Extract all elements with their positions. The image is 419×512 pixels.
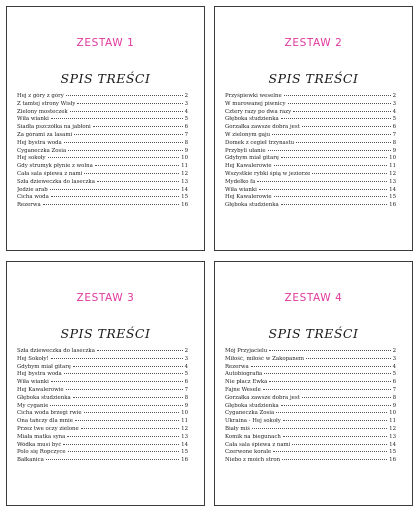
- toc-leader-dots: [284, 95, 391, 96]
- toc-entry-title: Ukraina - Hej sokoły: [225, 418, 281, 425]
- toc-page-number: 6: [392, 124, 396, 131]
- toc-entry-title: Cicha woda: [17, 194, 49, 201]
- toc-entry: [17, 418, 188, 426]
- toc-entry: [17, 371, 188, 379]
- toc-entry: [225, 434, 396, 442]
- toc-entry: [225, 93, 396, 101]
- toc-leader-dots: [81, 428, 179, 429]
- toc-entry-title: Miała matka syna: [17, 433, 66, 440]
- toc-entry: [17, 132, 188, 140]
- toc-entry: [17, 348, 188, 356]
- toc-leader-dots: [293, 111, 390, 112]
- toc-entry-title: Ona tańczy dla mnie: [17, 418, 73, 425]
- toc-entry: [225, 395, 396, 403]
- toc-page-number: 4: [392, 108, 396, 115]
- toc-entry: [225, 140, 396, 148]
- toc-entry-title: Gorzałka zawsze dobra jest: [225, 394, 300, 401]
- toc-list: [17, 93, 188, 210]
- toc-page-number: 10: [389, 410, 396, 417]
- toc-entry: [225, 194, 396, 202]
- toc-entry-title: Zielony mosteczek: [17, 108, 68, 115]
- toc-leader-dots: [288, 103, 391, 104]
- toc-leader-dots: [282, 459, 387, 460]
- toc-entry: [17, 403, 188, 411]
- toc-entry-title: Gdy strumyk płynie z wolna: [17, 163, 93, 170]
- toc-leader-dots: [73, 397, 183, 398]
- page-zestaw-1: [6, 6, 205, 251]
- toc-page-number: 11: [389, 418, 396, 425]
- toc-entry-title: Gorzałka zawsze dobra jest: [225, 124, 300, 131]
- toc-entry-title: Gdybym miał gitarę: [225, 155, 279, 162]
- toc-page-number: 16: [181, 202, 188, 209]
- toc-leader-dots: [50, 189, 179, 190]
- toc-entry: [17, 387, 188, 395]
- toc-leader-dots: [252, 428, 387, 429]
- toc-entry-title: Niebo z moich stron: [225, 457, 281, 464]
- toc-page-number: 13: [389, 433, 396, 440]
- toc-page-number: 7: [392, 131, 396, 138]
- toc-leader-dots: [46, 459, 179, 460]
- toc-entry: [225, 449, 396, 457]
- toc-heading: SPIS TREŚCI: [268, 326, 359, 341]
- toc-leader-dots: [281, 157, 387, 158]
- toc-leader-dots: [84, 412, 180, 413]
- toc-leader-dots: [306, 358, 391, 359]
- toc-entry-title: Wiła wianki: [17, 116, 49, 123]
- toc-entry-title: Cała sala śpiewa z nami: [225, 441, 291, 448]
- toc-entry-title: Jedzie arab: [17, 186, 48, 193]
- toc-entry: [225, 109, 396, 117]
- toc-entry: [17, 364, 188, 372]
- toc-page-number: 3: [184, 355, 188, 362]
- page-zestaw-4: [214, 261, 413, 506]
- toc-leader-dots: [272, 134, 390, 135]
- toc-leader-dots: [274, 165, 388, 166]
- toc-page-number: 14: [181, 186, 188, 193]
- set-title: ZESTAW 1: [76, 37, 135, 49]
- toc-entry-title: Komik na biegunach: [225, 433, 281, 440]
- toc-leader-dots: [251, 366, 391, 367]
- toc-page-number: 15: [181, 194, 188, 201]
- toc-entry-title: Hej bystra woda: [17, 371, 62, 378]
- toc-entry: [17, 457, 188, 465]
- toc-leader-dots: [95, 165, 179, 166]
- toc-leader-dots: [43, 204, 179, 205]
- toc-page-number: 14: [389, 441, 396, 448]
- toc-page-number: 15: [389, 194, 396, 201]
- toc-list: [225, 93, 396, 210]
- toc-entry: [17, 410, 188, 418]
- toc-leader-dots: [283, 420, 387, 421]
- toc-leader-dots: [51, 381, 183, 382]
- toc-entry: [225, 403, 396, 411]
- toc-entry-title: Szła dzieweczka do laseczka: [17, 348, 95, 354]
- toc-entry-title: Przyśpiewki weselne: [225, 93, 282, 99]
- toc-leader-dots: [302, 126, 391, 127]
- toc-entry-title: Mój Przyjacielu: [225, 348, 268, 354]
- toc-entry-title: Głęboka studzienka: [225, 202, 279, 209]
- toc-entry: [225, 132, 396, 140]
- toc-leader-dots: [66, 389, 183, 390]
- toc-leader-dots: [302, 397, 391, 398]
- toc-leader-dots: [268, 150, 391, 151]
- toc-leader-dots: [263, 389, 391, 390]
- toc-leader-dots: [73, 366, 183, 367]
- toc-page-number: 3: [392, 100, 396, 107]
- toc-entry: [225, 187, 396, 195]
- toc-entry-title: Czerwone korale: [225, 449, 272, 456]
- toc-entry-title: Cyganeczka Zosia: [17, 147, 67, 154]
- toc-entry: [17, 109, 188, 117]
- toc-entry-title: Hej z góry z góry: [17, 93, 64, 99]
- toc-heading: SPIS TREŚCI: [268, 71, 359, 86]
- toc-leader-dots: [66, 95, 183, 96]
- toc-entry-title: Wódka musi być: [17, 441, 62, 448]
- toc-page-number: 11: [181, 418, 188, 425]
- toc-list: [17, 348, 188, 465]
- toc-page-number: 5: [184, 371, 188, 378]
- toc-page-number: 14: [181, 441, 188, 448]
- toc-entry-title: Wszystkie rybki śpią w jeziorze: [225, 170, 311, 177]
- toc-entry: [17, 171, 188, 179]
- toc-page-number: 15: [389, 449, 396, 456]
- toc-entry: [17, 442, 188, 450]
- toc-entry-title: Hej Kawalerowie: [225, 163, 272, 170]
- toc-leader-dots: [259, 189, 387, 190]
- toc-page-number: 5: [392, 116, 396, 123]
- toc-leader-dots: [281, 204, 387, 205]
- toc-page-number: 9: [392, 147, 396, 154]
- toc-entry-title: W murowanej piwnicy: [225, 100, 286, 107]
- toc-entry-title: Głęboka studzienka: [225, 116, 279, 123]
- toc-entry-title: Głęboka studzienka: [225, 402, 279, 409]
- toc-entry-title: Przybyli ułanie: [225, 147, 266, 154]
- toc-entry-title: Fajne Wesele: [225, 386, 261, 393]
- toc-page-number: 12: [181, 425, 188, 432]
- toc-entry-title: Z tamtej strony Wisły: [17, 100, 76, 107]
- toc-page-number: 6: [184, 379, 188, 386]
- toc-entry: [17, 202, 188, 210]
- toc-entry: [225, 179, 396, 187]
- toc-entry: [17, 356, 188, 364]
- toc-page-number: 9: [184, 147, 188, 154]
- toc-entry: [17, 163, 188, 171]
- toc-entry-title: Domek z cegieł trzynastu: [225, 139, 295, 146]
- toc-leader-dots: [281, 405, 391, 406]
- toc-entry: [225, 387, 396, 395]
- toc-entry-title: Wiła wianki: [17, 379, 49, 386]
- toc-page-number: 13: [181, 433, 188, 440]
- toc-heading: SPIS TREŚCI: [60, 71, 151, 86]
- toc-leader-dots: [276, 412, 387, 413]
- toc-entry-title: Hej bystra woda: [17, 139, 62, 146]
- toc-page-number: 12: [181, 170, 188, 177]
- toc-leader-dots: [312, 173, 387, 174]
- toc-entry: [225, 163, 396, 171]
- toc-entry: [17, 140, 188, 148]
- toc-list: [225, 348, 396, 465]
- toc-leader-dots: [296, 142, 390, 143]
- toc-entry: [225, 202, 396, 210]
- toc-entry-title: Szła dzieweczka do laseczka: [17, 178, 95, 185]
- toc-page-number: 4: [392, 363, 396, 370]
- toc-page-number: 5: [392, 371, 396, 378]
- toc-entry-title: Cicha woda brzegi rwie: [17, 410, 82, 417]
- toc-page-number: 12: [389, 425, 396, 432]
- toc-entry: [225, 124, 396, 132]
- toc-page-number: 6: [184, 124, 188, 131]
- toc-entry-title: Hej Kawalerowie: [17, 386, 64, 393]
- toc-page-number: 9: [184, 402, 188, 409]
- toc-page-number: 8: [184, 139, 188, 146]
- toc-entry-title: Hej Kawalerowie: [225, 194, 272, 201]
- toc-entry: [17, 116, 188, 124]
- toc-entry-title: Rezerwa: [17, 202, 41, 209]
- toc-page-number: 15: [181, 449, 188, 456]
- toc-entry: [225, 410, 396, 418]
- toc-page-number: 10: [181, 410, 188, 417]
- page-zestaw-3: [6, 261, 205, 506]
- toc-entry: [17, 155, 188, 163]
- toc-entry: [17, 379, 188, 387]
- toc-page-number: 13: [181, 178, 188, 185]
- toc-leader-dots: [283, 436, 387, 437]
- toc-entry-title: Polo się Ropczyce: [17, 449, 66, 456]
- toc-leader-dots: [48, 157, 180, 158]
- toc-page-number: 16: [389, 457, 396, 464]
- toc-entry: [17, 101, 188, 109]
- toc-page-number: 2: [184, 348, 188, 354]
- toc-entry: [225, 364, 396, 372]
- toc-leader-dots: [93, 126, 183, 127]
- toc-leader-dots: [97, 350, 183, 351]
- toc-page-number: 8: [392, 139, 396, 146]
- toc-entry-title: Gdybym miał gitarę: [17, 363, 71, 370]
- toc-entry: [17, 148, 188, 156]
- toc-entry-title: Miłość, miłość w Zakopanem: [225, 355, 305, 362]
- toc-entry: [225, 442, 396, 450]
- toc-leader-dots: [67, 436, 179, 437]
- toc-entry-title: Cztery razy po dwa razy: [225, 108, 292, 115]
- toc-leader-dots: [257, 181, 387, 182]
- toc-page-number: 16: [181, 457, 188, 464]
- toc-page-number: 5: [184, 116, 188, 123]
- toc-page-number: 2: [392, 348, 396, 354]
- toc-entry: [225, 101, 396, 109]
- toc-entry-title: My cyganie: [17, 402, 49, 409]
- toc-entry: [225, 356, 396, 364]
- toc-entry: [225, 148, 396, 156]
- toc-entry: [17, 93, 188, 101]
- toc-entry-title: Wiła wianki: [225, 186, 257, 193]
- toc-leader-dots: [269, 381, 390, 382]
- set-title: ZESTAW 3: [76, 292, 135, 304]
- page-zestaw-2: [214, 6, 413, 251]
- toc-entry-title: Siadła pszczółka na jabłoni: [17, 124, 91, 131]
- toc-entry-title: Głęboka studzienka: [17, 394, 71, 401]
- toc-page-number: 7: [184, 386, 188, 393]
- toc-entry: [17, 194, 188, 202]
- toc-leader-dots: [97, 181, 179, 182]
- toc-entry-title: Za górami za lasami: [17, 131, 73, 138]
- toc-entry-title: Autobiografia: [225, 371, 263, 378]
- toc-entry: [225, 426, 396, 434]
- toc-leader-dots: [68, 150, 182, 151]
- toc-leader-dots: [74, 134, 182, 135]
- toc-page-number: 2: [184, 93, 188, 99]
- toc-leader-dots: [51, 358, 183, 359]
- set-title: ZESTAW 2: [284, 37, 343, 49]
- toc-leader-dots: [75, 420, 179, 421]
- toc-entry-title: Hej sokoły: [17, 155, 46, 162]
- toc-leader-dots: [51, 118, 183, 119]
- toc-entry: [225, 457, 396, 465]
- toc-page-number: 13: [389, 178, 396, 185]
- toc-leader-dots: [50, 405, 182, 406]
- toc-entry: [225, 348, 396, 356]
- toc-page-number: 16: [389, 202, 396, 209]
- toc-leader-dots: [70, 111, 183, 112]
- toc-entry-title: Cała sala śpiewa z nami: [17, 170, 83, 177]
- toc-entry: [225, 155, 396, 163]
- toc-page-number: 7: [184, 131, 188, 138]
- toc-entry-title: Przez twe oczy zielone: [17, 425, 79, 432]
- toc-page-number: 14: [389, 186, 396, 193]
- toc-entry: [17, 124, 188, 132]
- toc-page-number: 2: [392, 93, 396, 99]
- toc-page-number: 10: [181, 155, 188, 162]
- toc-entry-title: Biały miś: [225, 425, 251, 432]
- toc-leader-dots: [68, 451, 180, 452]
- toc-entry: [225, 418, 396, 426]
- toc-page-number: 10: [389, 155, 396, 162]
- toc-entry: [17, 426, 188, 434]
- toc-page-number: 8: [184, 394, 188, 401]
- toc-entry-title: Rezerwa: [225, 363, 249, 370]
- toc-leader-dots: [281, 118, 391, 119]
- toc-leader-dots: [63, 444, 179, 445]
- toc-page-number: 9: [392, 402, 396, 409]
- toc-page-number: 8: [392, 394, 396, 401]
- toc-heading: SPIS TREŚCI: [60, 326, 151, 341]
- toc-leader-dots: [84, 173, 179, 174]
- toc-leader-dots: [51, 196, 179, 197]
- toc-page-number: 3: [392, 355, 396, 362]
- toc-entry: [225, 379, 396, 387]
- set-title: ZESTAW 4: [284, 292, 343, 304]
- toc-leader-dots: [274, 196, 388, 197]
- toc-entry: [225, 371, 396, 379]
- toc-entry-title: Mydełko fa: [225, 178, 256, 185]
- toc-entry-title: Hej Sokoły!: [17, 355, 49, 362]
- toc-leader-dots: [264, 373, 390, 374]
- toc-page-number: 11: [389, 163, 396, 170]
- toc-entry: [17, 179, 188, 187]
- toc-entry-title: Cyganeczka Zosia: [225, 410, 275, 417]
- toc-entry: [225, 171, 396, 179]
- toc-entry-title: Nie płacz Ewka: [225, 379, 268, 386]
- toc-page-number: 6: [392, 379, 396, 386]
- toc-page-number: 4: [184, 108, 188, 115]
- toc-leader-dots: [292, 444, 387, 445]
- toc-page-number: 11: [181, 163, 188, 170]
- toc-leader-dots: [269, 350, 390, 351]
- toc-entry: [17, 187, 188, 195]
- toc-leader-dots: [64, 373, 183, 374]
- toc-leader-dots: [77, 103, 182, 104]
- toc-page-number: 12: [389, 170, 396, 177]
- toc-page-number: 3: [184, 100, 188, 107]
- toc-entry: [17, 434, 188, 442]
- toc-leader-dots: [273, 451, 387, 452]
- toc-entry: [225, 116, 396, 124]
- toc-entry: [17, 395, 188, 403]
- toc-entry-title: Bałkanica: [17, 457, 44, 464]
- toc-page-number: 4: [184, 363, 188, 370]
- toc-entry: [17, 449, 188, 457]
- toc-entry-title: W zielonym gaju: [225, 131, 271, 138]
- toc-leader-dots: [64, 142, 183, 143]
- toc-page-number: 7: [392, 386, 396, 393]
